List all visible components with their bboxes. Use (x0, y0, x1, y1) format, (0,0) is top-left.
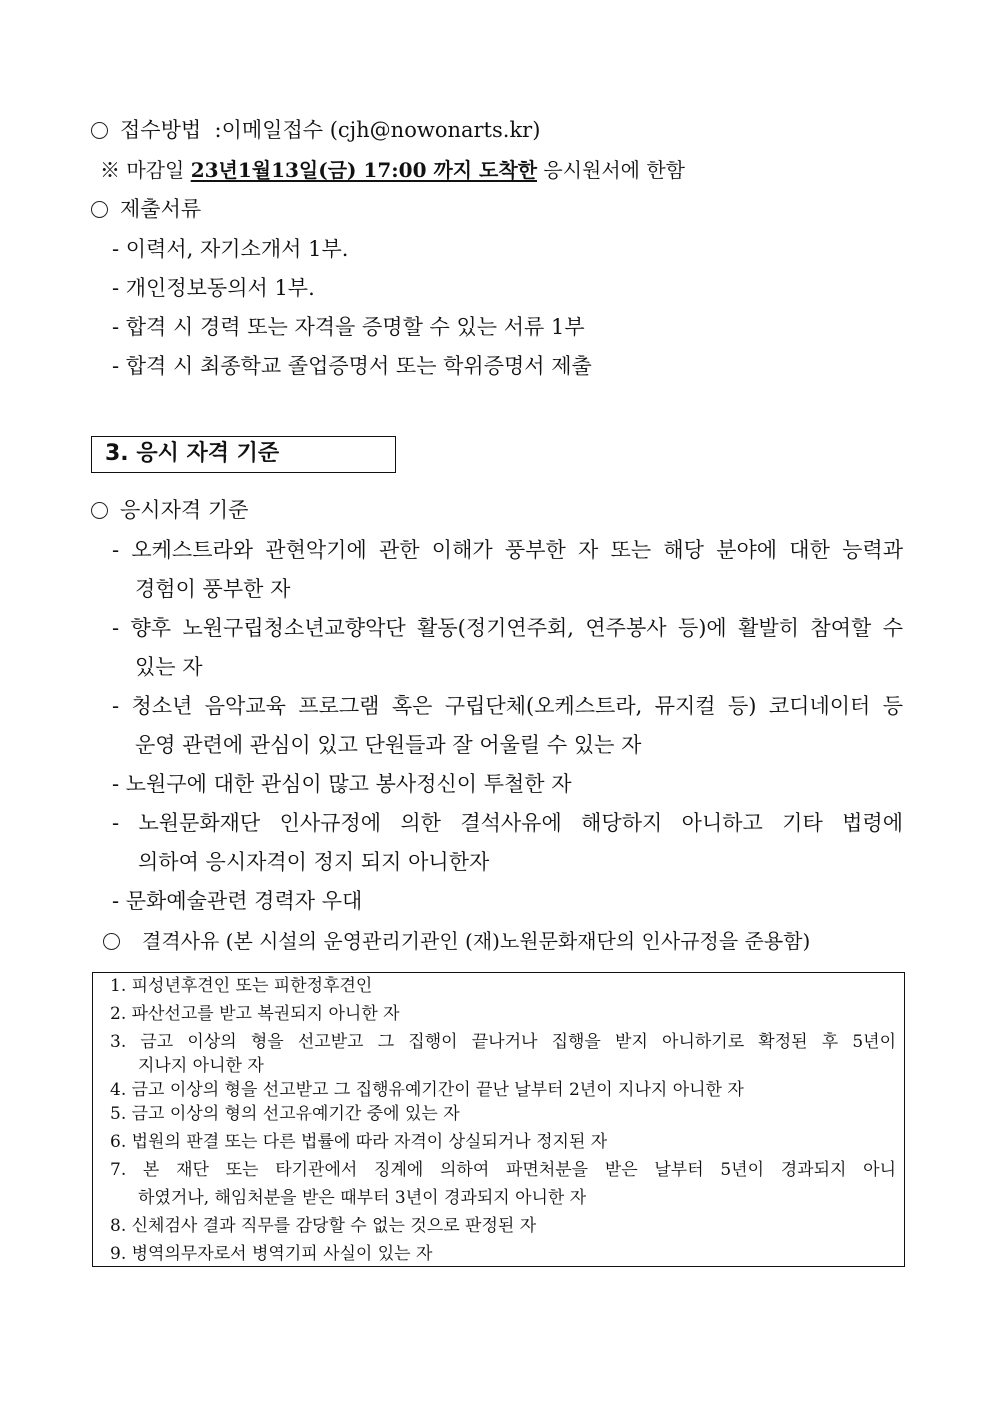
criteria-item-line: 의하여 응시자격이 정지 되지 아니한자 (138, 850, 490, 874)
intake-method-value: :이메일접수 (cjh@nowonarts.kr) (214, 118, 541, 142)
intake-method-line (91, 117, 540, 143)
disqualification-item: 지나지 아니한 자 (138, 1056, 264, 1076)
circle-bullet-icon (91, 201, 108, 218)
disqualification-item: 9. 병역의무자로서 병역기피 사실이 있는 자 (110, 1244, 433, 1264)
disqualification-item: 3. 금고 이상의 형을 선고받고 그 집행이 끝나거나 집행을 받지 아니하기로 확정된 후 5년이 (110, 1032, 896, 1052)
deadline-note (100, 157, 685, 183)
disqualification-item: 5. 금고 이상의 형의 선고유예기간 중에 있는 자 (110, 1104, 460, 1124)
criteria-label-line (91, 497, 248, 523)
criteria-item-line: - 노원문화재단 인사규정에 의한 결석사유에 해당하지 아니하고 기타 법령에 (112, 811, 903, 835)
document-item: - 합격 시 최종학교 졸업증명서 또는 학위증명서 제출 (112, 354, 592, 378)
documents-label-line (91, 196, 201, 222)
criteria-item-line: 운영 관련에 관심이 있고 단원들과 잘 어울릴 수 있는 자 (135, 733, 642, 757)
disqualification-label: 결격사유 (본 시설의 운영관리기관인 (재)노원문화재단의 인사규정을 준용함) (142, 929, 811, 953)
document-item: - 합격 시 경력 또는 자격을 증명할 수 있는 서류 1부 (112, 315, 585, 339)
intake-method-label: 접수방법 (120, 118, 202, 142)
disqualification-item: 8. 신체검사 결과 직무를 감당할 수 없는 것으로 판정된 자 (110, 1216, 537, 1236)
criteria-item-line: - 노원구에 대한 관심이 많고 봉사정신이 투철한 자 (112, 772, 572, 796)
section-heading: 3. 응시 자격 기준 (105, 441, 280, 466)
document-item: - 개인정보동의서 1부. (112, 276, 315, 300)
disqualification-item: 6. 법원의 판결 또는 다른 법률에 따라 자격이 상실되거나 정지된 자 (110, 1132, 608, 1152)
criteria-label: 응시자격 기준 (120, 498, 249, 522)
circle-bullet-icon (91, 502, 108, 519)
disqualification-item: 1. 피성년후견인 또는 피한정후견인 (110, 976, 373, 996)
criteria-item-line: 경험이 풍부한 자 (135, 577, 291, 601)
document-item: - 이력서, 자기소개서 1부. (112, 237, 349, 261)
criteria-item-line: - 오케스트라와 관현악기에 관한 이해가 풍부한 자 또는 해당 분야에 대한 능력과 (112, 538, 903, 562)
note-mark: ※ (100, 158, 120, 182)
disqualification-box (92, 972, 905, 1267)
circle-bullet-icon (91, 122, 108, 139)
criteria-item-line: - 향후 노원구립청소년교향악단 활동(정기연주회, 연주봉사 등)에 활발히 참여할 수 (112, 616, 903, 640)
disqualification-item: 4. 금고 이상의 형을 선고받고 그 집행유예기간이 끝난 날부터 2년이 지나지 아니한 자 (110, 1080, 744, 1100)
documents-label: 제출서류 (120, 197, 202, 221)
note-prefix: 마감일 (126, 158, 185, 182)
note-suffix: 응시원서에 한함 (543, 158, 685, 182)
circle-bullet-icon (103, 933, 120, 950)
disqualification-item: 2. 파산선고를 받고 복권되지 아니한 자 (110, 1004, 400, 1024)
criteria-item-line: - 청소년 음악교육 프로그램 혹은 구립단체(오케스트라, 뮤지컬 등) 코디네이터 등 (112, 694, 903, 718)
disqualification-item: 7. 본 재단 또는 타기관에서 징계에 의하여 파면처분을 받은 날부터 5년이 경과되지 아니 (110, 1160, 896, 1180)
disqualification-item: 하였거나, 해임처분을 받은 때부터 3년이 경과되지 아니한 자 (138, 1188, 587, 1208)
disqualification-label-line (103, 928, 810, 954)
criteria-item-line: - 문화예술관련 경력자 우대 (112, 889, 363, 913)
section-heading-box (91, 436, 396, 473)
criteria-item-line: 있는 자 (135, 655, 203, 679)
deadline-text: 23년1월13일(금) 17:00 까지 도착한 (190, 158, 538, 182)
